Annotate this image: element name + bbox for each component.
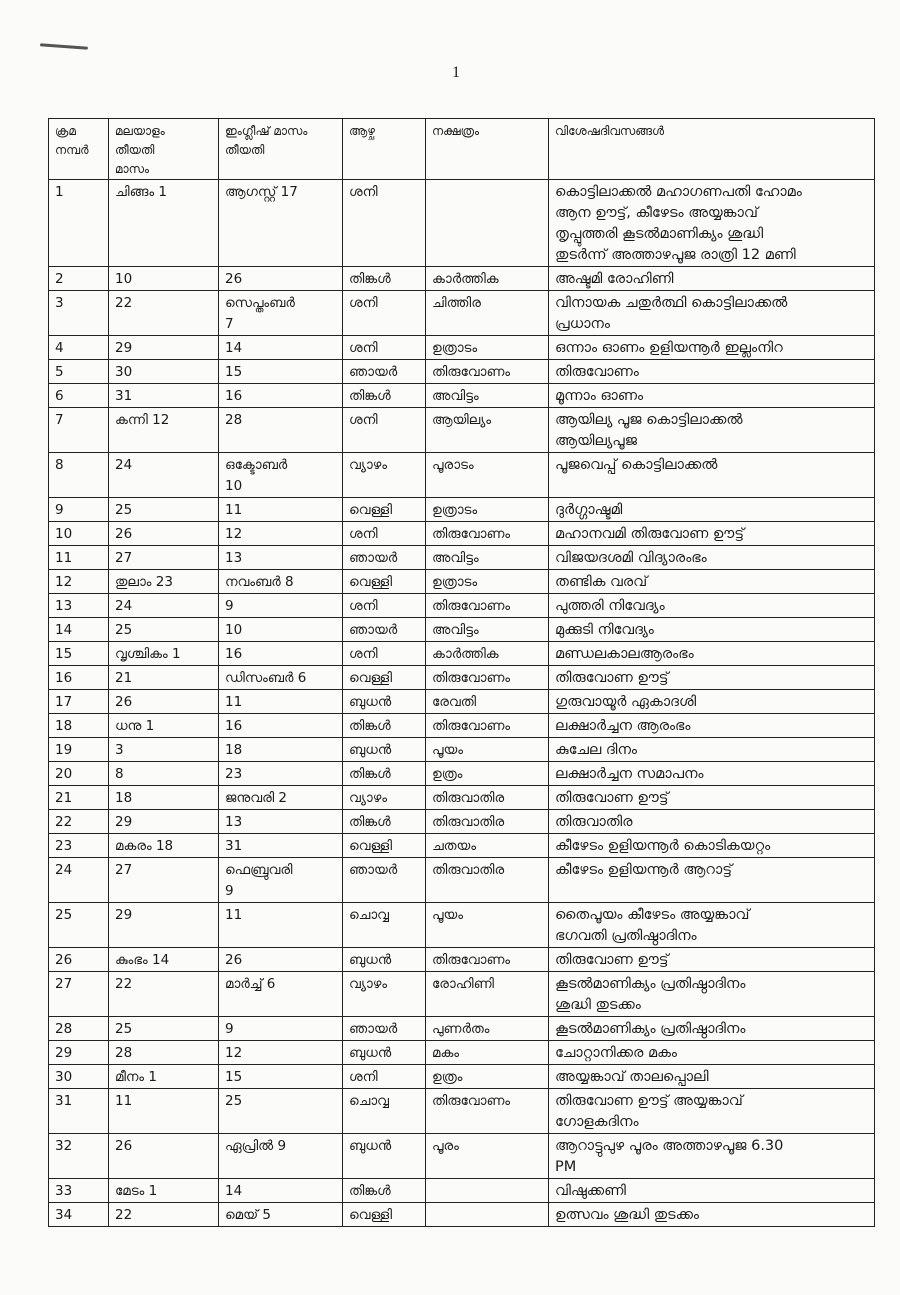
cell-english-date: 13 <box>219 810 343 834</box>
header-malayalam-date-month: മലയാളം തീയതി മാസം <box>109 119 219 180</box>
cell-weekday: വെള്ളി <box>343 498 426 522</box>
cell-english-date: ഫെബ്രുവരി 9 <box>219 858 343 903</box>
table-header-row <box>49 119 875 180</box>
cell-malayalam-date: തുലാം 23 <box>109 570 219 594</box>
table-row <box>49 594 875 618</box>
cell-special-day: ലക്ഷാർച്ചന സമാപനം <box>549 762 875 786</box>
table-row <box>49 570 875 594</box>
cell-special-day: തിരുവോണം <box>549 360 875 384</box>
cell-weekday: തിങ്കൾ <box>343 384 426 408</box>
cell-special-day: തിരുവാതിര <box>549 810 875 834</box>
cell-english-date: നവംബർ 8 <box>219 570 343 594</box>
cell-star: ഉത്രം <box>426 1065 549 1089</box>
cell-malayalam-date: 30 <box>109 360 219 384</box>
cell-malayalam-date: 27 <box>109 858 219 903</box>
cell-weekday: തിങ്കൾ <box>343 810 426 834</box>
cell-serial-number: 20 <box>49 762 109 786</box>
cell-english-date: 26 <box>219 267 343 291</box>
table-row <box>49 1203 875 1227</box>
cell-special-day: തൈപൂയം കീഴേടം അയ്യങ്കാവ് ഭഗവതി പ്രതിഷ്ഠാദിനം <box>549 903 875 948</box>
cell-serial-number: 31 <box>49 1089 109 1134</box>
cell-english-date: 9 <box>219 1017 343 1041</box>
cell-english-date: 23 <box>219 762 343 786</box>
page-number: 1 <box>452 64 460 81</box>
cell-english-date: 15 <box>219 360 343 384</box>
cell-special-day: ഉത്സവം ശുദ്ധി തുടക്കം <box>549 1203 875 1227</box>
cell-star: ചിത്തിര <box>426 291 549 336</box>
cell-special-day: ഒന്നാം ഓണം ഉളിയന്നൂർ ഇല്ലംനിറ <box>549 336 875 360</box>
cell-malayalam-date: 24 <box>109 594 219 618</box>
cell-star: തിരുവോണം <box>426 666 549 690</box>
table-row <box>49 666 875 690</box>
cell-english-date: 31 <box>219 834 343 858</box>
cell-serial-number: 27 <box>49 972 109 1017</box>
cell-special-day: കൂടൽമാണിക്യം പ്രതിഷ്ഠാദിനം <box>549 1017 875 1041</box>
cell-serial-number: 23 <box>49 834 109 858</box>
cell-serial-number: 21 <box>49 786 109 810</box>
table-row <box>49 1041 875 1065</box>
cell-serial-number: 4 <box>49 336 109 360</box>
cell-malayalam-date: കന്നി 12 <box>109 408 219 453</box>
cell-star: മകം <box>426 1041 549 1065</box>
cell-malayalam-date: 22 <box>109 1203 219 1227</box>
cell-star: തിരുവോണം <box>426 594 549 618</box>
cell-weekday: വെള്ളി <box>343 666 426 690</box>
cell-star: ചതയം <box>426 834 549 858</box>
cell-special-day: വിഷുക്കണി <box>549 1179 875 1203</box>
cell-serial-number: 32 <box>49 1134 109 1179</box>
cell-weekday: വ്യാഴം <box>343 786 426 810</box>
cell-weekday: ശനി <box>343 594 426 618</box>
cell-weekday: ഞായർ <box>343 360 426 384</box>
cell-malayalam-date: ധനു 1 <box>109 714 219 738</box>
cell-star: തിരുവോണം <box>426 360 549 384</box>
table-row <box>49 762 875 786</box>
cell-malayalam-date: 26 <box>109 522 219 546</box>
cell-star: തിരുവോണം <box>426 948 549 972</box>
table-row <box>49 903 875 948</box>
cell-star: കാർത്തിക <box>426 267 549 291</box>
cell-english-date: 12 <box>219 522 343 546</box>
cell-weekday: വെള്ളി <box>343 834 426 858</box>
table-row <box>49 948 875 972</box>
table-row <box>49 690 875 714</box>
cell-weekday: തിങ്കൾ <box>343 1179 426 1203</box>
cell-special-day: മഹാനവമി തിരുവോണ ഊട്ട് <box>549 522 875 546</box>
cell-malayalam-date: 25 <box>109 1017 219 1041</box>
cell-malayalam-date: 21 <box>109 666 219 690</box>
cell-weekday: ചൊവ്വ <box>343 903 426 948</box>
cell-english-date: 12 <box>219 1041 343 1065</box>
cell-serial-number: 1 <box>49 180 109 267</box>
cell-english-date: 25 <box>219 1089 343 1134</box>
cell-malayalam-date: 18 <box>109 786 219 810</box>
cell-weekday: ശനി <box>343 180 426 267</box>
cell-serial-number: 2 <box>49 267 109 291</box>
cell-serial-number: 30 <box>49 1065 109 1089</box>
cell-english-date: 14 <box>219 1179 343 1203</box>
cell-weekday: ബുധൻ <box>343 690 426 714</box>
table-row <box>49 267 875 291</box>
table-row <box>49 1134 875 1179</box>
cell-english-date: 28 <box>219 408 343 453</box>
cell-weekday: ശനി <box>343 642 426 666</box>
cell-malayalam-date: മേടം 1 <box>109 1179 219 1203</box>
cell-serial-number: 8 <box>49 453 109 498</box>
cell-weekday: ഞായർ <box>343 546 426 570</box>
cell-serial-number: 33 <box>49 1179 109 1203</box>
cell-star: രോഹിണി <box>426 972 549 1017</box>
cell-english-date: ജനുവരി 2 <box>219 786 343 810</box>
table-row <box>49 1017 875 1041</box>
cell-serial-number: 14 <box>49 618 109 642</box>
cell-english-date: 14 <box>219 336 343 360</box>
table-row <box>49 858 875 903</box>
festival-schedule-table <box>48 118 875 1227</box>
header-special-days: വിശേഷദിവസങ്ങൾ <box>549 119 875 180</box>
cell-english-date: 16 <box>219 384 343 408</box>
table-row <box>49 1065 875 1089</box>
cell-malayalam-date: 29 <box>109 903 219 948</box>
cell-weekday: വ്യാഴം <box>343 453 426 498</box>
cell-weekday: തിങ്കൾ <box>343 762 426 786</box>
table-row <box>49 180 875 267</box>
cell-english-date: 16 <box>219 714 343 738</box>
cell-english-date: സെപ്തംബർ 7 <box>219 291 343 336</box>
cell-weekday: ഞായർ <box>343 1017 426 1041</box>
cell-weekday: ശനി <box>343 291 426 336</box>
cell-serial-number: 17 <box>49 690 109 714</box>
table-row <box>49 1179 875 1203</box>
cell-weekday: ശനി <box>343 1065 426 1089</box>
cell-star: അവിട്ടം <box>426 384 549 408</box>
cell-star: തിരുവാതിര <box>426 858 549 903</box>
cell-special-day: ദുർഗ്ഗാഷ്ടമി <box>549 498 875 522</box>
cell-star: അവിട്ടം <box>426 618 549 642</box>
cell-english-date: ഡിസംബർ 6 <box>219 666 343 690</box>
cell-english-date: 15 <box>219 1065 343 1089</box>
cell-star <box>426 1179 549 1203</box>
cell-weekday: ചൊവ്വ <box>343 1089 426 1134</box>
cell-special-day: ഗുരുവായൂർ ഏകാദശി <box>549 690 875 714</box>
cell-weekday: ബുധൻ <box>343 1134 426 1179</box>
cell-star: തിരുവോണം <box>426 714 549 738</box>
cell-serial-number: 18 <box>49 714 109 738</box>
cell-special-day: തിരുവോണ ഊട്ട് <box>549 666 875 690</box>
cell-malayalam-date: 22 <box>109 291 219 336</box>
cell-serial-number: 12 <box>49 570 109 594</box>
cell-special-day: അഷ്ടമി രോഹിണി <box>549 267 875 291</box>
cell-star: ഉത്രാടം <box>426 570 549 594</box>
table-row <box>49 714 875 738</box>
cell-weekday: വ്യാഴം <box>343 972 426 1017</box>
cell-special-day: ലക്ഷാർച്ചന ആരംഭം <box>549 714 875 738</box>
cell-english-date: 9 <box>219 594 343 618</box>
cell-special-day: കുചേല ദിനം <box>549 738 875 762</box>
cell-special-day: കൂടൽമാണിക്യം പ്രതിഷ്ഠാദിനം ശുദ്ധി തുടക്കം <box>549 972 875 1017</box>
header-english-month-date: ഇംഗ്ലീഷ് മാസം തീയതി <box>219 119 343 180</box>
table-row <box>49 408 875 453</box>
cell-serial-number: 25 <box>49 903 109 948</box>
table-row <box>49 546 875 570</box>
table-row <box>49 360 875 384</box>
cell-serial-number: 22 <box>49 810 109 834</box>
cell-serial-number: 29 <box>49 1041 109 1065</box>
cell-star: തിരുവോണം <box>426 522 549 546</box>
cell-serial-number: 10 <box>49 522 109 546</box>
cell-weekday: ബുധൻ <box>343 738 426 762</box>
cell-serial-number: 9 <box>49 498 109 522</box>
cell-special-day: തിരുവോണ ഊട്ട് അയ്യങ്കാവ് ഗോളകദിനം <box>549 1089 875 1134</box>
table-row <box>49 786 875 810</box>
table-row <box>49 384 875 408</box>
cell-star: പൂരാടം <box>426 453 549 498</box>
cell-malayalam-date: 10 <box>109 267 219 291</box>
cell-english-date: 11 <box>219 498 343 522</box>
cell-weekday: ഞായർ <box>343 858 426 903</box>
cell-weekday: തിങ്കൾ <box>343 714 426 738</box>
cell-star: അവിട്ടം <box>426 546 549 570</box>
cell-star: പൂരം <box>426 1134 549 1179</box>
cell-english-date: 10 <box>219 618 343 642</box>
cell-serial-number: 15 <box>49 642 109 666</box>
cell-star <box>426 180 549 267</box>
cell-star: കാർത്തിക <box>426 642 549 666</box>
cell-star: പൂയം <box>426 903 549 948</box>
cell-malayalam-date: 28 <box>109 1041 219 1065</box>
cell-malayalam-date: 8 <box>109 762 219 786</box>
cell-weekday: ശനി <box>343 522 426 546</box>
cell-malayalam-date: 11 <box>109 1089 219 1134</box>
cell-malayalam-date: ചിങ്ങം 1 <box>109 180 219 267</box>
cell-serial-number: 3 <box>49 291 109 336</box>
cell-weekday: ബുധൻ <box>343 948 426 972</box>
cell-star: പുണർതം <box>426 1017 549 1041</box>
table-row <box>49 498 875 522</box>
cell-english-date: 11 <box>219 690 343 714</box>
table-row <box>49 972 875 1017</box>
cell-star: ആയില്യം <box>426 408 549 453</box>
table-row <box>49 336 875 360</box>
cell-weekday: ഞായർ <box>343 618 426 642</box>
table-row <box>49 834 875 858</box>
cell-malayalam-date: 31 <box>109 384 219 408</box>
cell-english-date: ആഗസ്റ്റ് 17 <box>219 180 343 267</box>
cell-star: ഉത്രം <box>426 762 549 786</box>
cell-weekday: ശനി <box>343 408 426 453</box>
cell-weekday: വെള്ളി <box>343 1203 426 1227</box>
cell-special-day: മണ്ഡലകാലആരംഭം <box>549 642 875 666</box>
cell-malayalam-date: 25 <box>109 498 219 522</box>
cell-weekday: തിങ്കൾ <box>343 267 426 291</box>
cell-star: ഉത്രാടം <box>426 336 549 360</box>
cell-special-day: തിരുവോണ ഊട്ട് <box>549 786 875 810</box>
cell-special-day: മുക്കുടി നിവേദ്യം <box>549 618 875 642</box>
table-row <box>49 453 875 498</box>
header-serial-number: ക്രമ നമ്പർ <box>49 119 109 180</box>
table-row <box>49 522 875 546</box>
header-star: നക്ഷത്രം <box>426 119 549 180</box>
cell-special-day: ആറാട്ടുപുഴ പൂരം അത്താഴപൂജ 6.30 PM <box>549 1134 875 1179</box>
cell-special-day: ചോറ്റാനിക്കര മകം <box>549 1041 875 1065</box>
cell-malayalam-date: 24 <box>109 453 219 498</box>
cell-english-date: മെയ് 5 <box>219 1203 343 1227</box>
table-row <box>49 810 875 834</box>
cell-english-date: മാർച്ച് 6 <box>219 972 343 1017</box>
cell-special-day: തണ്ടിക വരവ് <box>549 570 875 594</box>
cell-star: ഉത്രാടം <box>426 498 549 522</box>
cell-special-day: കൊട്ടിലാക്കൽ മഹാഗണപതി ഹോമം ആന ഊട്ട്, കീഴേടം അയ്യങ്കാവ് തൃപ്പുത്തരി കൂടൽമാണിക്യം ശുദ്ധി തുടർന്ന് അത്താഴപൂജ രാത്രി 12 മണി <box>549 180 875 267</box>
cell-english-date: 13 <box>219 546 343 570</box>
cell-serial-number: 6 <box>49 384 109 408</box>
cell-special-day: അയ്യങ്കാവ് താലപ്പൊലി <box>549 1065 875 1089</box>
cell-special-day: കീഴേടം ഉളിയന്നൂർ കൊടികയറ്റം <box>549 834 875 858</box>
cell-english-date: ഒക്ടോബർ 10 <box>219 453 343 498</box>
cell-special-day: മൂന്നാം ഓണം <box>549 384 875 408</box>
cell-malayalam-date: മകരം 18 <box>109 834 219 858</box>
cell-star: പൂയം <box>426 738 549 762</box>
cell-serial-number: 34 <box>49 1203 109 1227</box>
cell-serial-number: 16 <box>49 666 109 690</box>
cell-malayalam-date: 22 <box>109 972 219 1017</box>
cell-serial-number: 5 <box>49 360 109 384</box>
table-row <box>49 642 875 666</box>
cell-star: രേവതി <box>426 690 549 714</box>
cell-serial-number: 13 <box>49 594 109 618</box>
cell-star: തിരുവാതിര <box>426 786 549 810</box>
cell-malayalam-date: കുംഭം 14 <box>109 948 219 972</box>
cell-malayalam-date: 29 <box>109 810 219 834</box>
cell-serial-number: 24 <box>49 858 109 903</box>
cell-special-day: പുത്തരി നിവേദ്യം <box>549 594 875 618</box>
cell-star <box>426 1203 549 1227</box>
cell-serial-number: 19 <box>49 738 109 762</box>
cell-malayalam-date: 26 <box>109 1134 219 1179</box>
cell-english-date: 26 <box>219 948 343 972</box>
cell-serial-number: 26 <box>49 948 109 972</box>
cell-malayalam-date: 29 <box>109 336 219 360</box>
cell-serial-number: 28 <box>49 1017 109 1041</box>
header-weekday: ആഴ്ച <box>343 119 426 180</box>
cell-weekday: വെള്ളി <box>343 570 426 594</box>
table-row <box>49 291 875 336</box>
table-row <box>49 618 875 642</box>
cell-special-day: കീഴേടം ഉളിയന്നൂർ ആറാട്ട് <box>549 858 875 903</box>
cell-malayalam-date: 3 <box>109 738 219 762</box>
cell-english-date: 18 <box>219 738 343 762</box>
cell-special-day: പൂജവെപ്പ് കൊട്ടിലാക്കൽ <box>549 453 875 498</box>
cell-malayalam-date: 26 <box>109 690 219 714</box>
cell-english-date: 11 <box>219 903 343 948</box>
cell-star: തിരുവോണം <box>426 1089 549 1134</box>
cell-english-date: 16 <box>219 642 343 666</box>
table-row <box>49 738 875 762</box>
cell-star: തിരുവാതിര <box>426 810 549 834</box>
cell-malayalam-date: മീനം 1 <box>109 1065 219 1089</box>
cell-malayalam-date: 27 <box>109 546 219 570</box>
cell-serial-number: 7 <box>49 408 109 453</box>
scan-mark <box>40 43 88 49</box>
cell-serial-number: 11 <box>49 546 109 570</box>
cell-english-date: ഏപ്രിൽ 9 <box>219 1134 343 1179</box>
cell-special-day: ആയില്യ പൂജ കൊട്ടിലാക്കൽ ആയില്യപൂജ <box>549 408 875 453</box>
cell-weekday: ബുധൻ <box>343 1041 426 1065</box>
cell-malayalam-date: വൃശ്ചികം 1 <box>109 642 219 666</box>
table-row <box>49 1089 875 1134</box>
cell-malayalam-date: 25 <box>109 618 219 642</box>
cell-special-day: വിനായക ചതുർത്ഥി കൊട്ടിലാക്കൽ പ്രധാനം <box>549 291 875 336</box>
cell-special-day: തിരുവോണ ഊട്ട് <box>549 948 875 972</box>
cell-weekday: ശനി <box>343 336 426 360</box>
cell-special-day: വിജയദശമി വിദ്യാരംഭം <box>549 546 875 570</box>
